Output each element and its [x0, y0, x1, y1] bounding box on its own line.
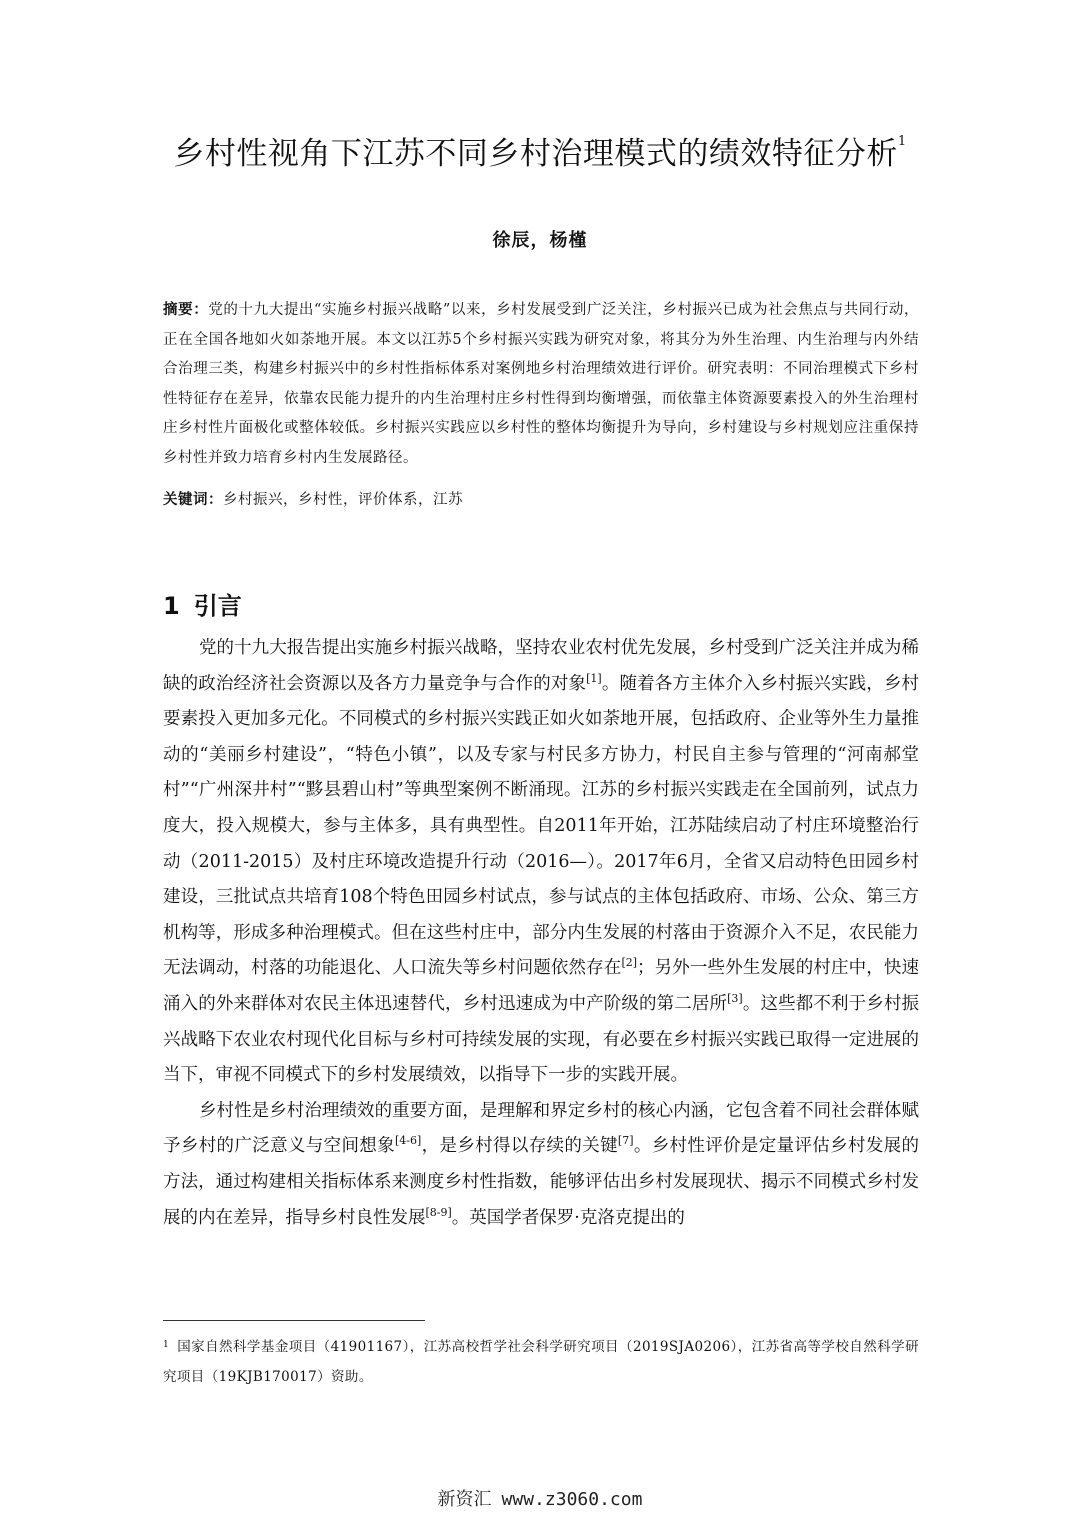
paragraph-text: ；另外一些外生发展的村庄中，快速涌入的外来群体对农民主体迅速替代，乡村迅速成为中产阶级的第二居所 [163, 958, 920, 1014]
citation: [1] [586, 671, 602, 685]
citation: [8-9] [425, 1205, 452, 1219]
paragraph-text: ，是乡村得以存续的关键 [421, 1136, 618, 1157]
paragraph-text: 。乡村性评价是定量评估乡村发展的方法，通过构建相关指标体系来测度乡村性指数，能够评估出乡村发展现状、揭示不同模式乡村发展的内在差异，指导乡村良性发展 [163, 1136, 920, 1228]
keywords-text: 乡村振兴，乡村性，评价体系，江苏 [223, 492, 463, 508]
paper-title [0, 128, 1080, 173]
citation: [4-6] [394, 1134, 422, 1148]
title-text: 乡村性视角下江苏不同乡村治理模式的绩效特征分析 [173, 136, 898, 172]
paragraph-text: 。随着各方主体介入乡村振兴实践，乡村要素投入更加多元化。不同模式的乡村振兴实践正如火如荼地开展，包括政府、企业等外生力量推动的“美丽乡村建设”，“特色小镇”，以及专家与村民多方协力，村民自主参与管理的“河南郝堂村”“广州深井村”“黟县碧山村”等典型案例不断涌现。江苏的乡村振兴实践走在全国前列，试点力度大，投入规模大，参与主体多，具有典型性。自2011年开始，江苏陆续启动了村庄环境整治行动（2011-2015）及村庄环境改造提升行动（2016—）。2017年6月，全省又启动特色田园乡村建设，三批试点共培育108个特色田园乡村试点，参与试点的主体包括政府、市场、公众、第三方机构等，形成多种治理模式。但在这些村庄中，部分内生发展的村落由于资源介入不足，农民能力无法调动，村落的功能退化、人口流失等乡村问题依然存在 [163, 673, 920, 979]
paragraph-text: 。这些都不利于乡村振兴战略下农业农村现代化目标与乡村可持续发展的实现，有必要在乡村振兴实践已取得一定进展的当下，审视不同模式下的乡村发展绩效，以指导下一步的实践开展。 [163, 993, 920, 1086]
title-footnote-mark: 1 [897, 134, 907, 149]
abstract-label: 摘要： [163, 301, 209, 318]
paragraph-text: 乡村性是乡村治理绩效的重要方面，是理解和界定乡村的核心内涵，它包含着不同社会群体赋予乡村的广泛意义与空间想象 [163, 1100, 919, 1157]
body-text [163, 631, 919, 1236]
section-heading [163, 586, 242, 621]
keywords-label: 关键词： [163, 491, 223, 508]
watermark [0, 1485, 1080, 1511]
section-title: 引言 [193, 592, 242, 620]
citation: [2] [621, 956, 638, 970]
footnote [163, 1332, 919, 1392]
keywords [163, 488, 919, 512]
watermark-url[interactable]: www.z3060.com [501, 1489, 643, 1510]
footnote-text: 国家自然科学基金项目（41901167），江苏高校哲学社会科学研究项目（2019SJA0206），江苏省高等学校自然科学研究项目（19KJB170017）资助。 [163, 1339, 919, 1385]
citation: [7] [617, 1134, 634, 1148]
section-number: 1 [163, 592, 180, 620]
footnote-divider [163, 1320, 425, 1321]
paragraph [163, 631, 919, 1094]
paragraph-text: 。英国学者保罗·克洛克提出的 [451, 1207, 685, 1228]
footnote-mark: 1 [163, 1340, 170, 1350]
paragraph-text: 党的十九大报告提出实施乡村振兴战略，坚持农业农村优先发展，乡村受到广泛关注并成为稀缺的政治经济社会资源以及各方力量竞争与合作的对象 [163, 638, 919, 694]
abstract-text: 党的十九大提出“实施乡村振兴战略”以来，乡村发展受到广泛关注，乡村振兴已成为社会焦点与共同行动，正在全国各地如火如荼地开展。本文以江苏5个乡村振兴实践为研究对象，将其分为外生治理、内生治理与内外结合治理三类，构建乡村振兴中的乡村性指标体系对案例地乡村治理绩效进行评价。研究表明：不同治理模式下乡村性特征存在差异，依靠农民能力提升的内生治理村庄乡村性得到均衡增强，而依靠主体资源要素投入的外生治理村庄乡村性片面极化或整体较低。乡村振兴实践应以乡村性的整体均衡提升为导向，乡村建设与乡村规划应注重保持乡村性并致力培育乡村内生发展路径。 [163, 302, 919, 466]
watermark-site-name: 新资汇 [437, 1489, 492, 1510]
authors: 徐辰，杨槿 [492, 230, 588, 251]
citation: [3] [727, 992, 743, 1006]
paragraph [163, 1094, 919, 1236]
abstract [163, 295, 919, 473]
